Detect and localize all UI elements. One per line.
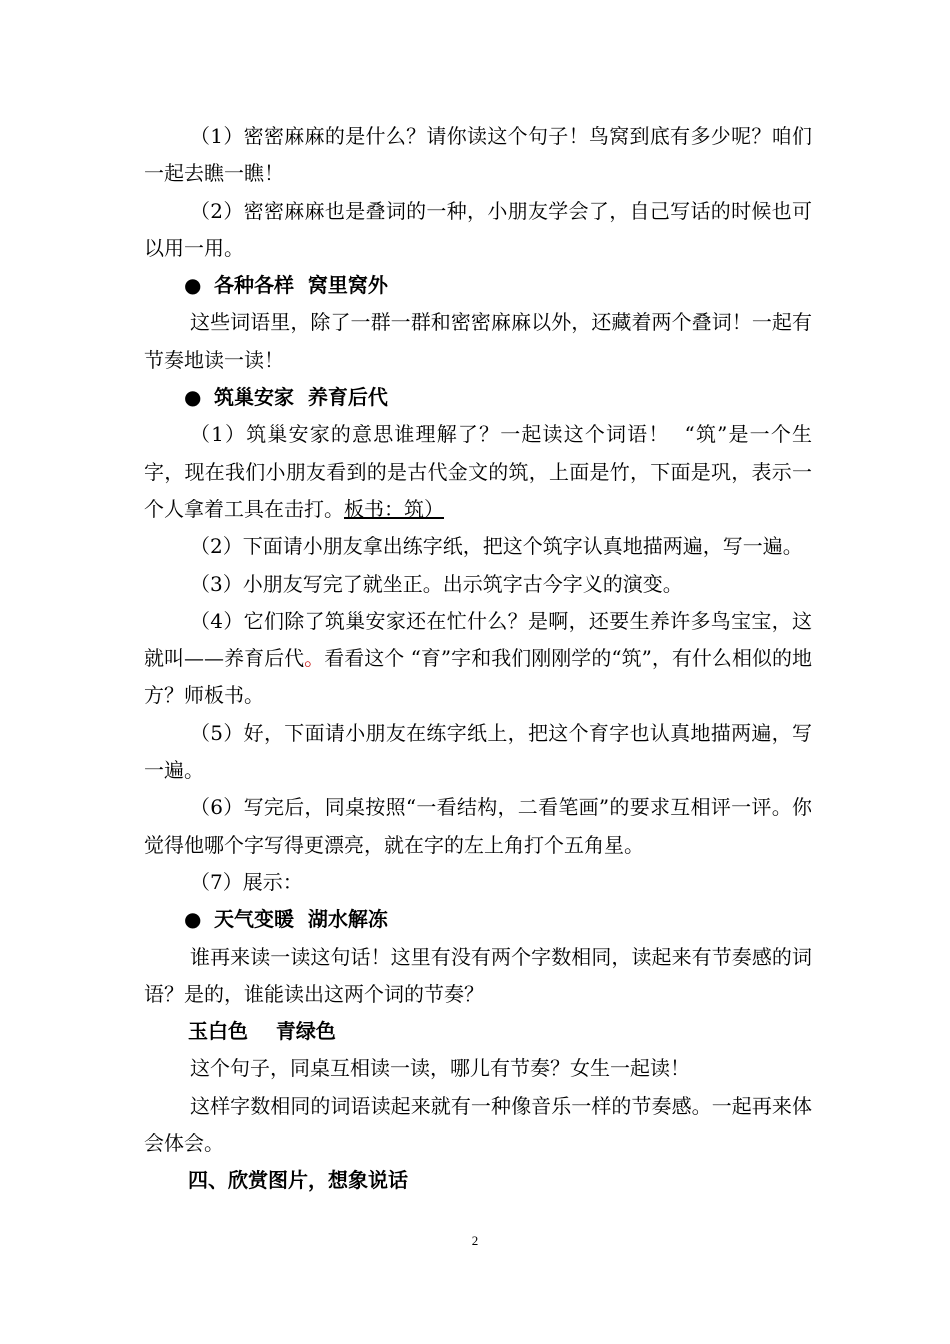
paragraph-5: （2）下面请小朋友拿出练字纸，把这个筑字认真地描两遍，写一遍。	[190, 534, 803, 559]
bullet-heading-3	[144, 901, 812, 938]
bold-line-colors: 玉白色 青绿色	[188, 1019, 336, 1044]
paragraph-11: 谁再来读一读这句话！这里有没有两个字数相同，读起来有节奏感的词语？是的，谁能读出这两个词的节奏？	[144, 944, 812, 1006]
paragraph-13: 这样字数相同的词语读起来就有一种像音乐一样的节奏感。一起再来体会体会。	[144, 1093, 812, 1156]
bullet-dot-icon: ●	[184, 907, 202, 932]
paragraph-2: （2）密密麻麻也是叠词的一种，小朋友学会了，自己写话的时候也可以用一用。	[144, 198, 812, 260]
bullet-heading-3-text: 天气变暖 湖水解冻	[214, 907, 388, 932]
page-content	[144, 118, 812, 1200]
bullet-heading-1-text: 各种各样 窝里窝外	[214, 273, 388, 298]
section-heading-4: 四、欣赏图片，想象说话	[188, 1168, 408, 1193]
paragraph-7-red-mark: 。	[304, 646, 325, 671]
paragraph-6: （3）小朋友写完了就坐正。出示筑字古今字义的演变。	[190, 571, 683, 596]
bullet-heading-2	[144, 379, 812, 416]
paragraph-7-text-b: 看看这个 “育”字和我们刚刚学的“筑”，有什么相似的地方？师板书。	[144, 646, 813, 708]
bullet-heading-2-text: 筑巢安家 养育后代	[214, 385, 388, 410]
paragraph-1: （1）密密麻麻的是什么？请你读这个句子！鸟窝到底有多少呢？咱们一起去瞧一瞧！	[144, 124, 812, 186]
page-number: 2	[471, 1233, 479, 1248]
bullet-dot-icon: ●	[184, 385, 202, 410]
paragraph-7	[144, 603, 812, 715]
paragraph-8: （5）好，下面请小朋友在练字纸上，把这个育字也认真地描两遍，写一遍。	[144, 720, 812, 783]
paragraph-9: （6）写完后，同桌按照“一看结构，二看笔画”的要求互相评一评。你觉得他哪个字写得更漂亮，就在字的左上角打个五角星。	[144, 795, 812, 857]
bullet-heading-1	[144, 267, 812, 304]
paragraph-3: 这些词语里，除了一群一群和密密麻麻以外，还藏着两个叠词！一起有节奏地读一读！	[144, 310, 812, 372]
paragraph-12: 这个句子，同桌互相读一读，哪儿有节奏？女生一起读！	[190, 1056, 690, 1081]
paragraph-4	[144, 416, 812, 528]
paragraph-10: （7）展示：	[190, 869, 303, 894]
blackboard-note: 板书：筑）	[344, 496, 444, 521]
paragraph-4-text: （1）筑巢安家的意思谁理解了？一起读这个词语！ “筑”是一个生字，现在我们小朋友看到的是古代金文的筑，上面是竹，下面是巩，表示一个人拿着工具在击打。	[144, 422, 812, 521]
bullet-dot-icon: ●	[184, 273, 202, 298]
paragraph-7-text-a: （4）它们除了筑巢安家还在忙什么？是啊，还要生养许多鸟宝宝，这就叫——养育后代	[144, 608, 812, 671]
